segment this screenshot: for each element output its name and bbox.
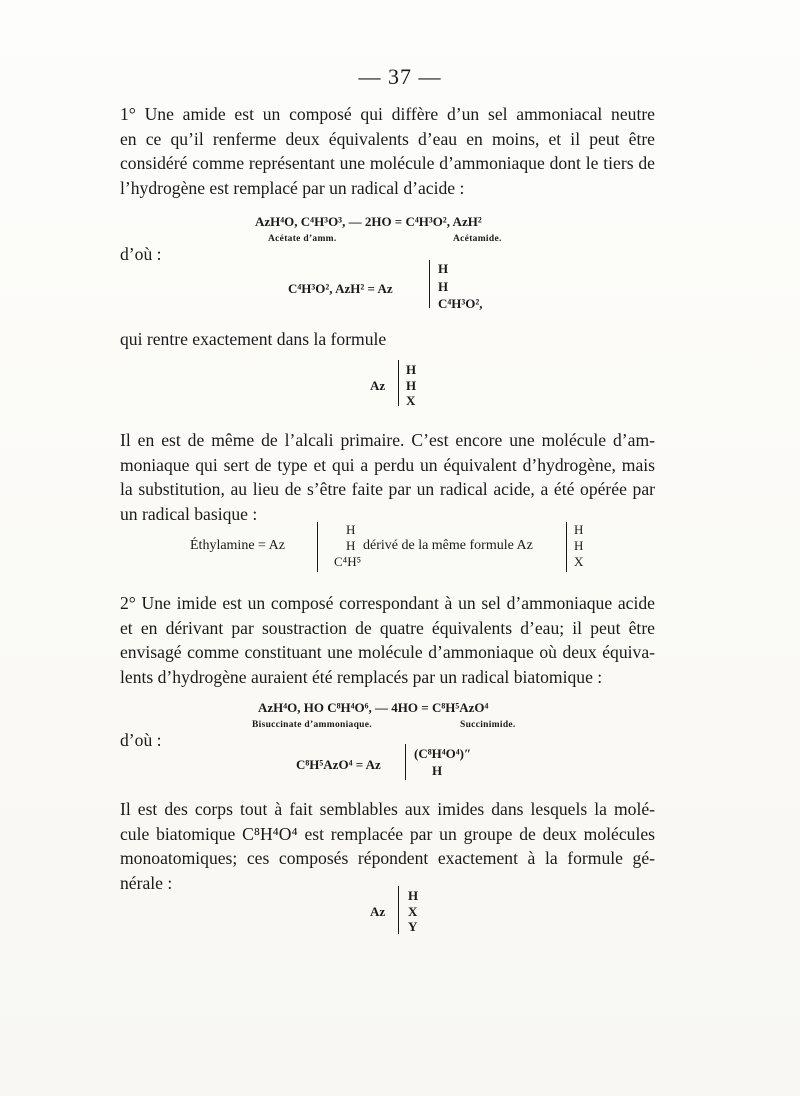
formula-az: Az bbox=[370, 904, 386, 919]
text-line: la substitution, au lieu de s’être faite par un radical acide, a été opérée par bbox=[120, 479, 655, 499]
text-line: 1° Une amide est un composé qui diffère d’un sel ammoniacal neutre bbox=[120, 104, 655, 124]
brace-bar bbox=[398, 360, 399, 406]
formula-row: H bbox=[406, 362, 417, 377]
label-bisuccinate: Bisuccinate d’ammoniaque. bbox=[252, 720, 372, 730]
brace-bar bbox=[429, 260, 430, 308]
text-line: et en dérivant par soustraction de quatre équivalents d’eau; il peut être bbox=[120, 617, 655, 638]
paragraph-amide bbox=[120, 102, 655, 200]
formula-row: X bbox=[408, 904, 418, 919]
formula-row: H bbox=[346, 522, 356, 537]
paragraph-formule: qui rentre exactement dans la formule bbox=[120, 329, 387, 349]
text-line: envisagé comme constituant une molécule d’ammoniaque où deux équiva- bbox=[120, 642, 655, 662]
formula-row: X bbox=[574, 554, 584, 569]
formula-row: H bbox=[438, 261, 449, 276]
formula-row: H bbox=[346, 538, 356, 553]
formula-row: Y bbox=[408, 919, 418, 934]
brace-bar bbox=[317, 522, 318, 572]
brace-bar bbox=[405, 744, 406, 780]
text-line: un radical basique : bbox=[120, 503, 258, 524]
text-line: Il est des corps tout à fait semblables aux imides dans lesquels la molé- bbox=[120, 799, 655, 819]
formula-row: H bbox=[432, 763, 443, 778]
equation-acetamide-lhs: C⁴H³O², AzH² = Az bbox=[288, 281, 393, 296]
paragraph-imide bbox=[120, 591, 655, 689]
formula-row: (C⁸H⁴O⁴)″ bbox=[414, 746, 472, 761]
paragraph-corps-semblables bbox=[120, 797, 655, 895]
formula-row: H bbox=[574, 522, 584, 537]
formula-row: C⁴H³O², bbox=[438, 296, 483, 311]
label-acetate: Acétate d’amm. bbox=[268, 234, 337, 244]
text-line: Il en est de même de l’alcali primaire. C’est encore une molécule d’am- bbox=[120, 430, 655, 450]
text-line: cule biatomique C⁸H⁴O⁴ est remplacée par un groupe de deux molécules bbox=[120, 823, 655, 844]
equation-ethylamine-lhs: Éthylamine = Az bbox=[190, 538, 285, 553]
page-number: — 37 — bbox=[358, 64, 442, 89]
formula-az: Az bbox=[370, 378, 386, 393]
dou-label: d’où : bbox=[120, 730, 162, 750]
equation-succinimide: AzH⁴O, HO C⁸H⁴O⁶, — 4HO = C⁸H⁵AzO⁴ bbox=[258, 700, 489, 715]
text-line: lents d’hydrogène auraient été remplacés par un radical biatomique : bbox=[120, 666, 603, 687]
formula-row: H bbox=[408, 888, 419, 903]
paragraph-alcali-primaire bbox=[120, 428, 655, 526]
text-line: moniaque qui sert de type et qui a perdu un équivalent d’hydrogène, mais bbox=[120, 454, 655, 475]
label-acetamide: Acétamide. bbox=[453, 234, 502, 244]
brace-bar bbox=[398, 886, 399, 934]
formula-row: X bbox=[406, 393, 416, 408]
text-line: l’hydrogène est remplacé par un radical d’acide : bbox=[120, 177, 465, 198]
formula-row: H bbox=[574, 538, 584, 553]
dou-label: d’où : bbox=[120, 244, 162, 264]
text-line: nérale : bbox=[120, 872, 173, 893]
label-succinimide: Succinimide. bbox=[460, 720, 516, 730]
equation-succinimide-lhs: C⁸H⁵AzO⁴ = Az bbox=[296, 757, 381, 772]
formula-row: C⁴H⁵ bbox=[334, 554, 362, 569]
brace-bar bbox=[566, 522, 567, 572]
text-line: en ce qu’il renferme deux équivalents d’eau en moins, et il peut être bbox=[120, 128, 655, 149]
text-line: considéré comme représentant une molécule d’ammoniaque dont le tiers de bbox=[120, 153, 655, 173]
text-line: monoatomiques; ces composés répondent exactement à la formule gé- bbox=[120, 848, 655, 868]
text-line: 2° Une imide est un composé correspondant à un sel d’ammoniaque acide bbox=[120, 593, 655, 613]
equation-ethylamine-middle: dérivé de la même formule Az bbox=[363, 538, 533, 553]
formula-row: H bbox=[438, 279, 449, 294]
formula-row: H bbox=[406, 378, 417, 393]
equation-acetamide: AzH⁴O, C⁴H³O³, — 2HO = C⁴H³O², AzH² bbox=[255, 214, 482, 229]
